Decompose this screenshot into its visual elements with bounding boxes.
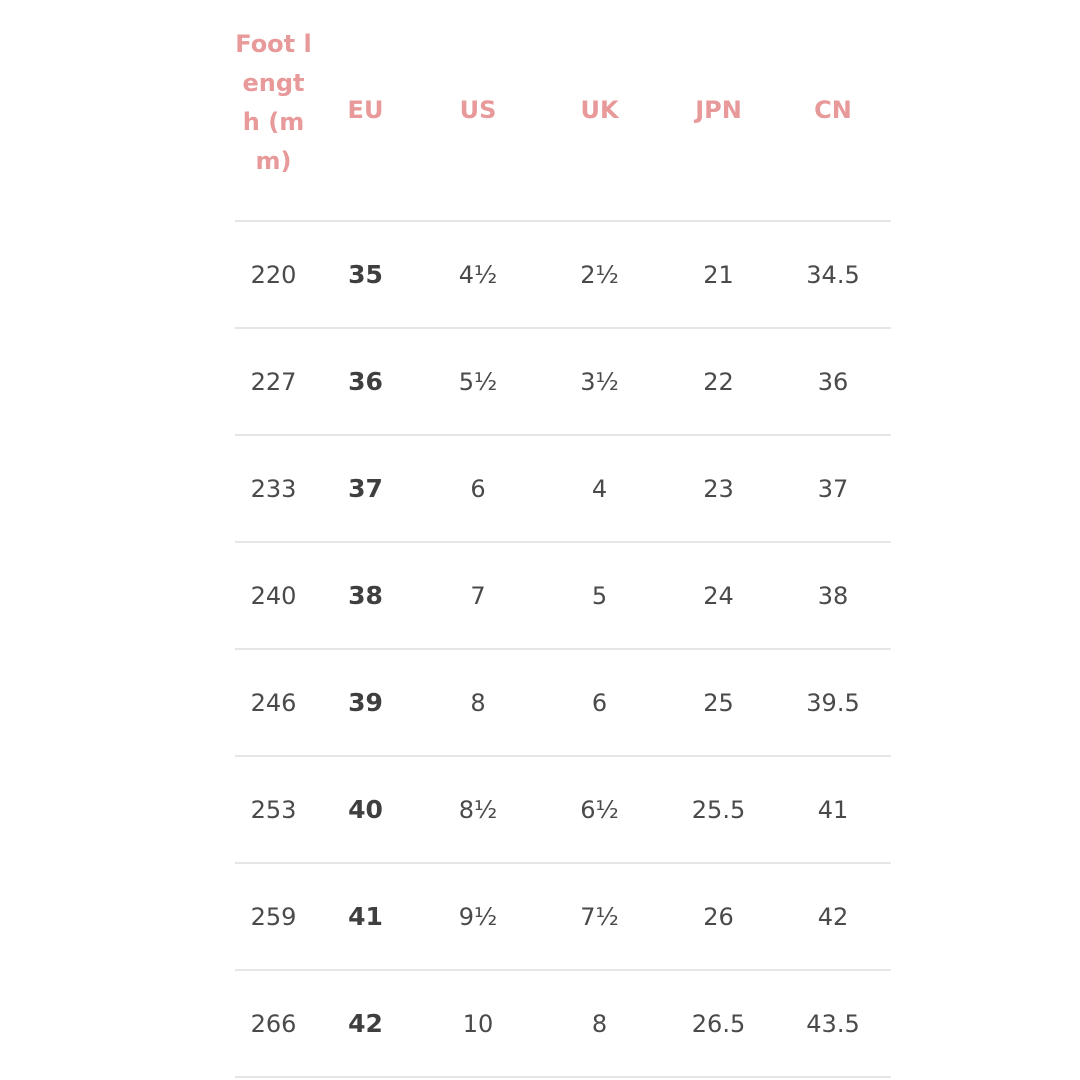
cell-cn: 41 <box>775 756 891 863</box>
cell-jpn: 24 <box>662 542 775 649</box>
table-row <box>235 756 891 863</box>
table-row <box>235 328 891 435</box>
table-row <box>235 863 891 970</box>
table-row <box>235 649 891 756</box>
cell-foot-length: 227 <box>235 328 312 435</box>
cell-jpn: 21 <box>662 221 775 328</box>
cell-us: 10 <box>419 970 537 1077</box>
cell-jpn: 26 <box>662 863 775 970</box>
header-foot-length: Foot length (mm) <box>235 0 312 221</box>
cell-foot-length: 246 <box>235 649 312 756</box>
cell-jpn: 22 <box>662 328 775 435</box>
cell-cn: 43.5 <box>775 970 891 1077</box>
cell-uk: 2½ <box>537 221 662 328</box>
cell-eu: 38 <box>312 542 419 649</box>
header-us: US <box>419 0 537 221</box>
table-row <box>235 970 891 1077</box>
cell-jpn: 23 <box>662 435 775 542</box>
cell-us: 9½ <box>419 863 537 970</box>
cell-foot-length: 233 <box>235 435 312 542</box>
size-chart-body <box>235 221 891 1077</box>
cell-uk: 6 <box>537 649 662 756</box>
table-row <box>235 221 891 328</box>
cell-cn: 42 <box>775 863 891 970</box>
cell-uk: 4 <box>537 435 662 542</box>
cell-jpn: 25 <box>662 649 775 756</box>
header-cn: CN <box>775 0 891 221</box>
cell-foot-length: 266 <box>235 970 312 1077</box>
cell-eu: 37 <box>312 435 419 542</box>
size-chart-table <box>235 0 891 1078</box>
cell-eu: 41 <box>312 863 419 970</box>
cell-foot-length: 240 <box>235 542 312 649</box>
cell-us: 4½ <box>419 221 537 328</box>
header-eu: EU <box>312 0 419 221</box>
cell-foot-length: 220 <box>235 221 312 328</box>
cell-cn: 38 <box>775 542 891 649</box>
table-row <box>235 435 891 542</box>
cell-uk: 6½ <box>537 756 662 863</box>
cell-eu: 39 <box>312 649 419 756</box>
cell-us: 6 <box>419 435 537 542</box>
header-row <box>235 0 891 221</box>
cell-us: 7 <box>419 542 537 649</box>
table-row <box>235 542 891 649</box>
cell-cn: 37 <box>775 435 891 542</box>
cell-us: 8 <box>419 649 537 756</box>
cell-uk: 8 <box>537 970 662 1077</box>
cell-cn: 34.5 <box>775 221 891 328</box>
cell-eu: 35 <box>312 221 419 328</box>
size-chart-header <box>235 0 891 221</box>
cell-uk: 7½ <box>537 863 662 970</box>
cell-cn: 36 <box>775 328 891 435</box>
header-jpn: JPN <box>662 0 775 221</box>
cell-jpn: 26.5 <box>662 970 775 1077</box>
cell-jpn: 25.5 <box>662 756 775 863</box>
cell-cn: 39.5 <box>775 649 891 756</box>
cell-uk: 3½ <box>537 328 662 435</box>
cell-eu: 40 <box>312 756 419 863</box>
cell-foot-length: 253 <box>235 756 312 863</box>
cell-foot-length: 259 <box>235 863 312 970</box>
cell-us: 8½ <box>419 756 537 863</box>
cell-uk: 5 <box>537 542 662 649</box>
cell-eu: 36 <box>312 328 419 435</box>
header-uk: UK <box>537 0 662 221</box>
cell-eu: 42 <box>312 970 419 1077</box>
cell-us: 5½ <box>419 328 537 435</box>
